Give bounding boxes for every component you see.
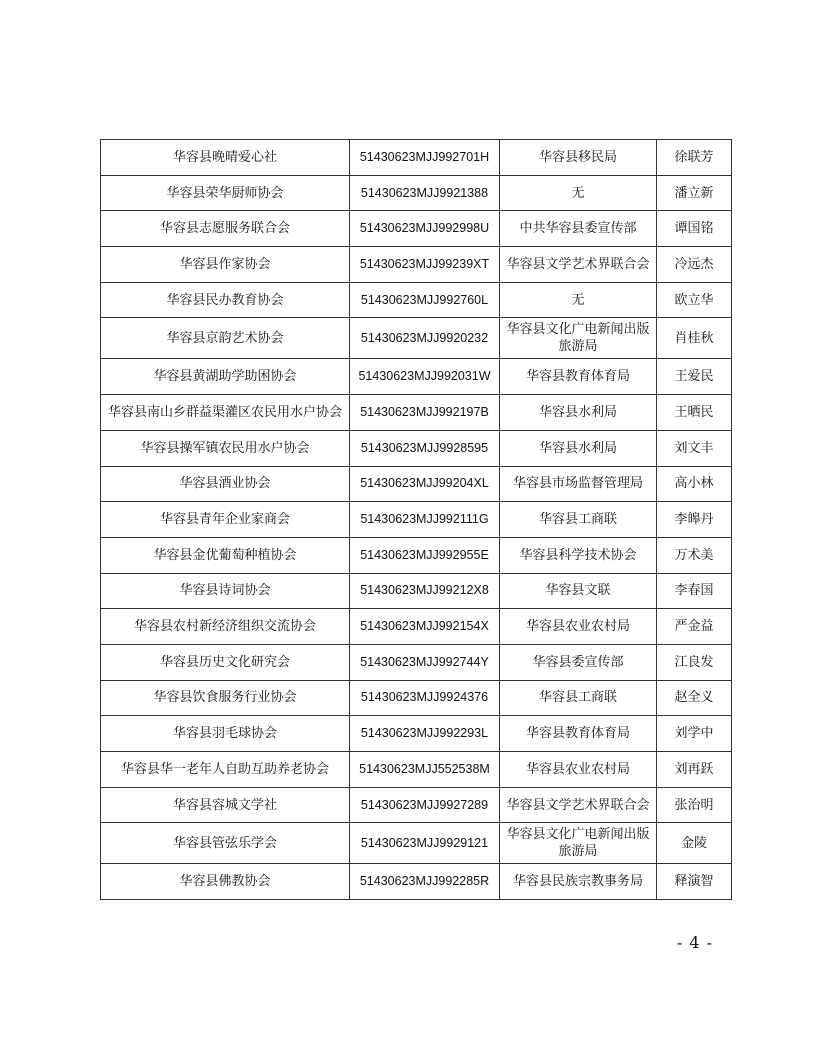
credit-code-cell: 51430623MJJ99204XL [350,466,500,502]
table-row [101,716,732,752]
org-name-cell: 华容县酒业协会 [101,466,350,502]
table-row [101,502,732,538]
legal-rep-cell: 刘学中 [657,716,732,752]
table-row [101,609,732,645]
credit-code-cell: 51430623MJJ99239XT [350,247,500,283]
table-row [101,175,732,211]
supervising-unit-cell: 华容县工商联 [500,680,657,716]
table-row [101,430,732,466]
legal-rep-cell: 徐联芳 [657,140,732,176]
credit-code-cell: 51430623MJJ992031W [350,359,500,395]
legal-rep-cell: 欧立华 [657,282,732,318]
table-row [101,247,732,283]
supervising-unit-cell: 华容县教育体育局 [500,359,657,395]
legal-rep-cell: 潘立新 [657,175,732,211]
supervising-unit-cell: 华容县文联 [500,573,657,609]
legal-rep-cell: 刘文丰 [657,430,732,466]
credit-code-cell: 51430623MJJ9928595 [350,430,500,466]
credit-code-cell: 51430623MJJ992744Y [350,644,500,680]
table-row [101,211,732,247]
org-name-cell: 华容县金优葡萄种植协会 [101,537,350,573]
table-row [101,282,732,318]
org-name-cell: 华容县青年企业家商会 [101,502,350,538]
legal-rep-cell: 冷远杰 [657,247,732,283]
table-row [101,864,732,900]
org-name-cell: 华容县佛教协会 [101,864,350,900]
credit-code-cell: 51430623MJJ992760L [350,282,500,318]
supervising-unit-cell: 华容县教育体育局 [500,716,657,752]
supervising-unit-cell: 无 [500,282,657,318]
credit-code-cell: 51430623MJJ552538M [350,752,500,788]
credit-code-cell: 51430623MJJ992197B [350,395,500,431]
org-name-cell: 华容县晚晴爱心社 [101,140,350,176]
table-row [101,466,732,502]
supervising-unit-cell: 华容县文学艺术界联合会 [500,247,657,283]
legal-rep-cell: 刘再跃 [657,752,732,788]
supervising-unit-cell: 华容县水利局 [500,430,657,466]
credit-code-cell: 51430623MJJ9927289 [350,787,500,823]
supervising-unit-cell: 华容县工商联 [500,502,657,538]
org-name-cell: 华容县民办教育协会 [101,282,350,318]
org-name-cell: 华容县京韵艺术协会 [101,318,350,359]
org-name-cell: 华容县诗词协会 [101,573,350,609]
page-number: - 4 - [676,933,714,952]
supervising-unit-cell: 华容县民族宗教事务局 [500,864,657,900]
credit-code-cell: 51430623MJJ992955E [350,537,500,573]
table-row [101,318,732,359]
table-row [101,537,732,573]
supervising-unit-cell: 无 [500,175,657,211]
supervising-unit-cell: 华容县市场监督管理局 [500,466,657,502]
table-row [101,140,732,176]
legal-rep-cell: 张治明 [657,787,732,823]
legal-rep-cell: 释演智 [657,864,732,900]
credit-code-cell: 51430623MJJ992285R [350,864,500,900]
org-name-cell: 华容县管弦乐学会 [101,823,350,864]
legal-rep-cell: 金陵 [657,823,732,864]
org-name-cell: 华容县荣华厨师协会 [101,175,350,211]
legal-rep-cell: 王爱民 [657,359,732,395]
table-row [101,573,732,609]
legal-rep-cell: 李春国 [657,573,732,609]
org-name-cell: 华容县南山乡群益渠灌区农民用水户协会 [101,395,350,431]
table-row [101,752,732,788]
credit-code-cell: 51430623MJJ9920232 [350,318,500,359]
supervising-unit-cell: 中共华容县委宣传部 [500,211,657,247]
legal-rep-cell: 赵全义 [657,680,732,716]
credit-code-cell: 51430623MJJ9921388 [350,175,500,211]
legal-rep-cell: 高小林 [657,466,732,502]
table-row [101,680,732,716]
org-name-cell: 华容县作家协会 [101,247,350,283]
org-name-cell: 华容县操军镇农民用水户协会 [101,430,350,466]
supervising-unit-cell: 华容县委宣传部 [500,644,657,680]
org-name-cell: 华容县饮食服务行业协会 [101,680,350,716]
org-name-cell: 华容县农村新经济组织交流协会 [101,609,350,645]
credit-code-cell: 51430623MJJ992998U [350,211,500,247]
supervising-unit-cell: 华容县农业农村局 [500,752,657,788]
supervising-unit-cell: 华容县文学艺术界联合会 [500,787,657,823]
legal-rep-cell: 万术美 [657,537,732,573]
credit-code-cell: 51430623MJJ9924376 [350,680,500,716]
supervising-unit-cell: 华容县文化广电新闻出版旅游局 [500,823,657,864]
legal-rep-cell: 李皞丹 [657,502,732,538]
org-name-cell: 华容县黄湖助学助困协会 [101,359,350,395]
legal-rep-cell: 肖桂秋 [657,318,732,359]
legal-rep-cell: 江良发 [657,644,732,680]
credit-code-cell: 51430623MJJ9929121 [350,823,500,864]
org-name-cell: 华容县历史文化研究会 [101,644,350,680]
credit-code-cell: 51430623MJJ992701H [350,140,500,176]
credit-code-cell: 51430623MJJ99212X8 [350,573,500,609]
table-row [101,359,732,395]
table-row [101,644,732,680]
org-name-cell: 华容县容城文学社 [101,787,350,823]
legal-rep-cell: 严金益 [657,609,732,645]
supervising-unit-cell: 华容县移民局 [500,140,657,176]
org-name-cell: 华容县羽毛球协会 [101,716,350,752]
credit-code-cell: 51430623MJJ992111G [350,502,500,538]
registry-table-body [101,140,732,900]
registry-table [100,139,732,900]
table-row [101,395,732,431]
credit-code-cell: 51430623MJJ992154X [350,609,500,645]
supervising-unit-cell: 华容县文化广电新闻出版旅游局 [500,318,657,359]
credit-code-cell: 51430623MJJ992293L [350,716,500,752]
org-name-cell: 华容县华一老年人自助互助养老协会 [101,752,350,788]
table-row [101,823,732,864]
legal-rep-cell: 谭国铭 [657,211,732,247]
supervising-unit-cell: 华容县农业农村局 [500,609,657,645]
legal-rep-cell: 王晒民 [657,395,732,431]
supervising-unit-cell: 华容县水利局 [500,395,657,431]
org-name-cell: 华容县志愿服务联合会 [101,211,350,247]
table-row [101,787,732,823]
supervising-unit-cell: 华容县科学技术协会 [500,537,657,573]
